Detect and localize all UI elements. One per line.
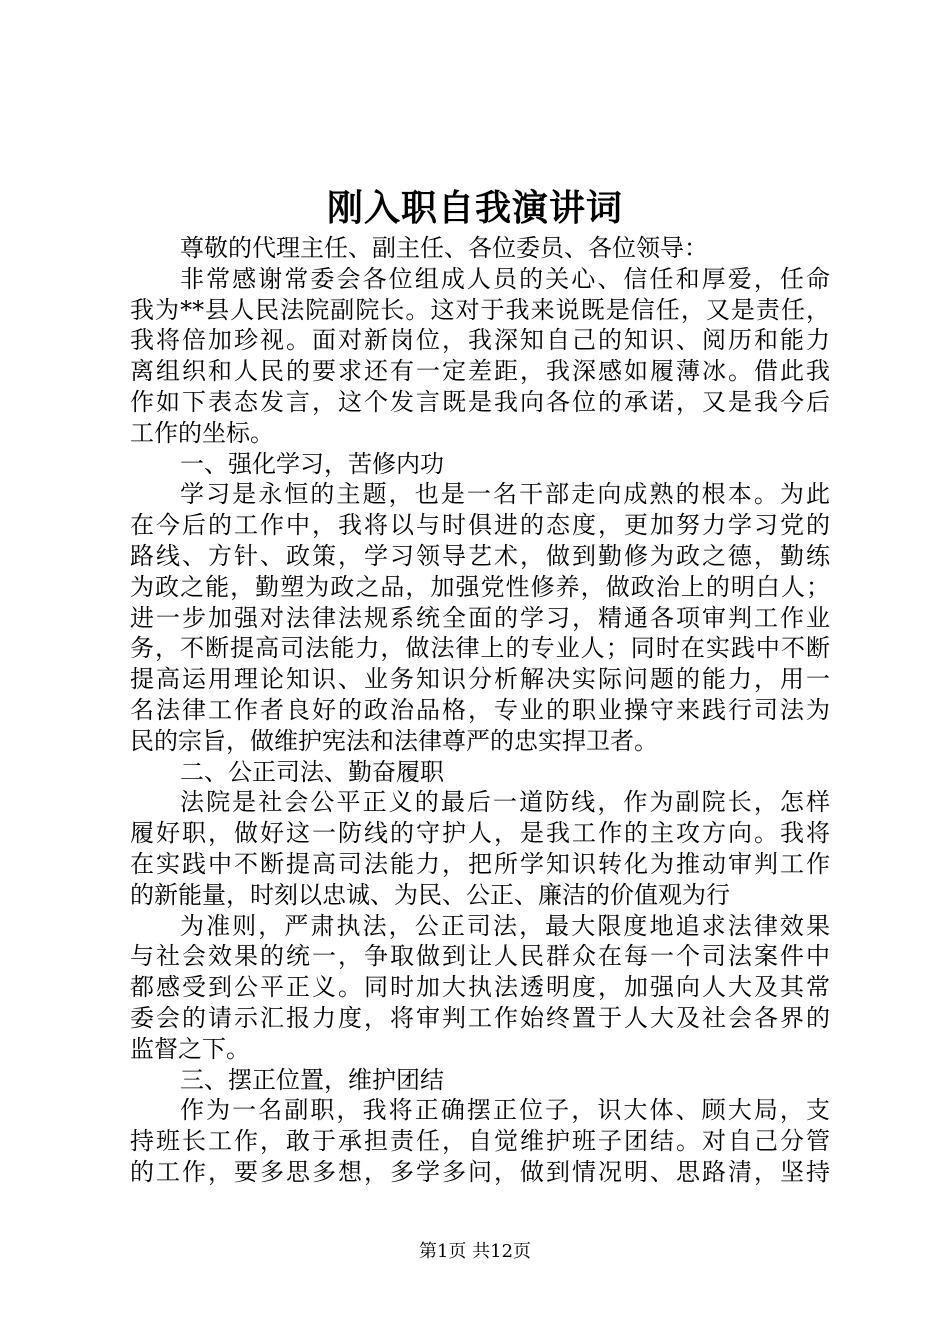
- paragraph-line: 我为**县人民法院副院长。这对于我来说既是信任，又是责任，: [130, 295, 830, 324]
- paragraph-line: 为准则，严肃执法，公正司法，最大限度地追求法律效果: [180, 911, 830, 940]
- paragraph-line: 法院是社会公平正义的最后一道防线，作为副院长，怎样: [180, 788, 830, 817]
- paragraph-line: 离组织和人民的要求还有一定差距，我深感如履薄冰。借此我: [130, 357, 830, 386]
- section-heading: 一、强化学习，苦修内功: [180, 449, 444, 478]
- document-title: 刚入职自我演讲词: [326, 187, 623, 229]
- paragraph-line: 提高运用理论知识、业务知识分析解决实际问题的能力，用一: [130, 665, 830, 694]
- paragraph-line: 都感受到公平正义。同时加大执法透明度，加强向人大及其常: [130, 973, 830, 1002]
- document-body: [130, 233, 830, 1188]
- paragraph-line: 委会的请示汇报力度，将审判工作始终置于人大及社会各界的: [130, 1003, 830, 1032]
- paragraph-line: 名法律工作者良好的政治品格，专业的职业操守来践行司法为: [130, 695, 830, 724]
- paragraph-line: 持班长工作，敢于承担责任，自觉维护班子团结。对自己分管: [130, 1127, 830, 1156]
- paragraph-line: 的工作，要多思多想，多学多问，做到情况明、思路清，坚持: [130, 1157, 830, 1186]
- paragraph-line: 在实践中不断提高司法能力，把所学知识转化为推动审判工作: [130, 849, 830, 878]
- page-number-footer: 第1页 共12页: [418, 1241, 532, 1262]
- paragraph-line: 在今后的工作中，我将以与时俱进的态度，更加努力学习党的: [130, 511, 830, 540]
- paragraph-line: 为政之能，勤塑为政之品，加强党性修养，做政治上的明白人；: [130, 572, 830, 601]
- paragraph-line: 务，不断提高司法能力，做法律上的专业人；同时在实践中不断: [130, 634, 830, 663]
- paragraph-line: 学习是永恒的主题，也是一名干部走向成熟的根本。为此: [180, 480, 830, 509]
- paragraph-line: 与社会效果的统一，争取做到让人民群众在每一个司法案件中: [130, 942, 830, 971]
- paragraph-line: 非常感谢常委会各位组成人员的关心、信任和厚爱，任命: [180, 264, 830, 293]
- section-heading: 三、摆正位置，维护团结: [180, 1065, 444, 1094]
- paragraph-line: 作为一名副职，我将正确摆正位子，识大体、顾大局，支: [180, 1096, 830, 1125]
- paragraph-line: 我将倍加珍视。面对新岗位，我深知自己的知识、阅历和能力: [130, 326, 830, 355]
- paragraph-line: 进一步加强对法律法规系统全面的学习，精通各项审判工作业: [130, 603, 830, 632]
- paragraph-line: 监督之下。: [130, 1034, 250, 1063]
- paragraph-line: 的新能量，时刻以忠诚、为民、公正、廉洁的价值观为行: [130, 880, 730, 909]
- paragraph-line: 履好职，做好这一防线的守护人，是我工作的主攻方向。我将: [130, 819, 830, 848]
- paragraph-line: 民的宗旨，做维护宪法和法律尊严的忠实捍卫者。: [130, 726, 658, 755]
- section-heading: 二、公正司法、勤奋履职: [180, 757, 444, 786]
- paragraph-line: 路线、方针、政策，学习领导艺术，做到勤修为政之德，勤练: [130, 541, 830, 570]
- paragraph-line: 作如下表态发言，这个发言既是我向各位的承诺，又是我今后: [130, 387, 830, 416]
- salutation-line: 尊敬的代理主任、副主任、各位委员、各位领导：: [180, 234, 708, 262]
- paragraph-line: 工作的坐标。: [130, 418, 274, 447]
